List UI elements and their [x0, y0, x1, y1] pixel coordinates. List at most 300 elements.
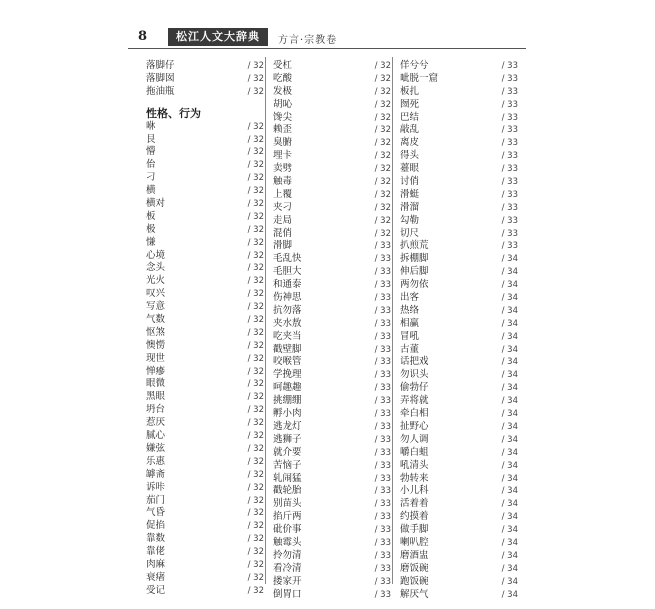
entry-term: 黑眼 — [146, 391, 166, 403]
entry-term: 牵白相 — [400, 408, 429, 420]
index-entry — [400, 395, 528, 408]
index-entry — [146, 73, 274, 86]
index-entry — [146, 237, 274, 250]
index-entry — [273, 228, 401, 241]
entry-term: 馋尖 — [273, 111, 293, 123]
index-entry — [400, 524, 528, 537]
index-entry — [400, 150, 528, 163]
index-entry — [273, 150, 401, 163]
entry-term: 搂家开 — [273, 575, 302, 587]
index-entry — [273, 86, 401, 99]
entry-page-ref: / 33 — [374, 241, 391, 252]
entry-term: 落脚囡 — [146, 72, 175, 84]
entry-page-ref: / 34 — [501, 486, 518, 497]
entry-page-ref: / 33 — [374, 486, 391, 497]
index-entry — [273, 421, 401, 434]
entry-page-ref: / 32 — [247, 547, 264, 558]
index-entry — [146, 86, 274, 99]
entry-term: 出客 — [400, 292, 420, 304]
entry-term: 勾勒 — [400, 214, 420, 226]
index-entry — [146, 327, 274, 340]
entry-term: 偷勃仔 — [400, 382, 429, 394]
entry-page-ref: / 33 — [501, 86, 518, 97]
entry-term: 咬喉管 — [273, 356, 302, 368]
entry-page-ref: / 32 — [247, 534, 264, 545]
index-entry — [273, 473, 401, 486]
entry-page-ref: / 32 — [247, 366, 264, 377]
index-entry — [400, 331, 528, 344]
index-entry — [146, 585, 274, 598]
entry-page-ref: / 32 — [247, 443, 264, 454]
entry-page-ref: / 33 — [374, 396, 391, 407]
entry-page-ref: / 33 — [374, 357, 391, 368]
entry-page-ref: / 34 — [501, 370, 518, 381]
entry-term: 毛胆大 — [273, 266, 302, 278]
book-title: 松江人文大辞典 — [168, 28, 268, 46]
entry-page-ref: / 32 — [374, 164, 391, 175]
entry-page-ref: / 33 — [501, 164, 518, 175]
entry-page-ref: / 32 — [247, 302, 264, 313]
entry-term: 光火 — [146, 275, 166, 287]
index-entry — [273, 176, 401, 189]
entry-page-ref: / 33 — [374, 434, 391, 445]
entry-term: 拖油瓶 — [146, 85, 175, 97]
index-entry — [273, 356, 401, 369]
entry-term: 逃龙灯 — [273, 420, 302, 432]
entry-term: 弄将就 — [400, 395, 429, 407]
index-entry — [273, 112, 401, 125]
entry-page-ref: / 34 — [501, 589, 518, 600]
entry-page-ref: / 34 — [501, 537, 518, 548]
entry-term: 吼清头 — [400, 459, 429, 471]
entry-page-ref: / 32 — [374, 112, 391, 123]
index-entry — [146, 60, 274, 73]
entry-term: 懊憦 — [146, 339, 166, 351]
entry-page-ref: / 33 — [374, 370, 391, 381]
entry-page-ref: / 32 — [247, 353, 264, 364]
entry-page-ref: / 32 — [247, 572, 264, 583]
entry-term: 怄煞 — [146, 326, 166, 338]
index-entry — [400, 421, 528, 434]
entry-page-ref: / 32 — [374, 125, 391, 136]
entry-term: 做手脚 — [400, 524, 429, 536]
entry-page-ref: / 32 — [374, 177, 391, 188]
index-entry — [273, 215, 401, 228]
index-entry — [146, 314, 274, 327]
entry-term: 离皮 — [400, 137, 420, 149]
entry-page-ref: / 33 — [501, 61, 518, 71]
index-entry — [400, 279, 528, 292]
index-entry — [273, 124, 401, 137]
index-entry — [273, 576, 401, 589]
entry-term: 看冷清 — [273, 562, 302, 574]
entry-page-ref: / 33 — [501, 241, 518, 252]
entry-page-ref: / 33 — [374, 293, 391, 304]
index-entry — [273, 369, 401, 382]
entry-page-ref: / 34 — [501, 293, 518, 304]
entry-page-ref: / 32 — [247, 250, 264, 261]
entry-page-ref: / 33 — [501, 112, 518, 123]
index-entry — [400, 215, 528, 228]
entry-page-ref: / 33 — [374, 499, 391, 510]
entry-term: 就介要 — [273, 446, 302, 458]
entry-term: 滑蜓 — [400, 188, 420, 200]
index-entry — [400, 434, 528, 447]
entry-page-ref: / 32 — [247, 559, 264, 570]
page-header — [128, 28, 526, 49]
entry-page-ref: / 33 — [501, 138, 518, 149]
entry-page-ref: / 32 — [247, 224, 264, 235]
entry-term: 两勿依 — [400, 279, 429, 291]
entry-term: 轧闹猛 — [273, 472, 302, 484]
entry-term: 抗勿落 — [273, 304, 302, 316]
entry-term: 解厌气 — [400, 588, 429, 600]
entry-page-ref: / 33 — [374, 589, 391, 600]
entry-term: 促掐 — [146, 520, 166, 532]
index-entry — [400, 576, 528, 589]
entry-term: 敲乱 — [400, 124, 420, 136]
index-entry — [400, 112, 528, 125]
index-entry — [400, 292, 528, 305]
index-entry — [146, 533, 274, 546]
entry-page-ref: / 33 — [374, 254, 391, 265]
entry-page-ref: / 33 — [501, 125, 518, 136]
index-entry — [400, 473, 528, 486]
entry-page-ref: / 32 — [374, 228, 391, 239]
index-entry — [146, 520, 274, 533]
entry-term: 古董 — [400, 343, 420, 355]
entry-term: 孵小肉 — [273, 408, 302, 420]
entry-term: 活着着 — [400, 498, 429, 510]
entry-page-ref: / 32 — [247, 405, 264, 416]
index-entry — [146, 456, 274, 469]
entry-term: 咻 — [146, 120, 156, 132]
entry-term: 诉咔 — [146, 481, 166, 493]
entry-term: 板 — [146, 210, 156, 222]
entry-page-ref: / 32 — [247, 327, 264, 338]
entry-page-ref: / 32 — [247, 508, 264, 519]
entry-page-ref: / 34 — [501, 563, 518, 574]
index-entry — [273, 240, 401, 253]
entry-term: 相赢 — [400, 317, 420, 329]
entry-term: 受杠 — [273, 60, 293, 71]
index-entry — [273, 305, 401, 318]
index-entry — [273, 163, 401, 176]
entry-term: 衰瘏 — [146, 571, 166, 583]
entry-term: 靠数 — [146, 533, 166, 545]
index-entry — [400, 305, 528, 318]
entry-page-ref: / 34 — [501, 434, 518, 445]
entry-term: 胡吣 — [273, 98, 293, 110]
entry-term: 现世 — [146, 352, 166, 364]
entry-page-ref: / 32 — [374, 99, 391, 110]
entry-page-ref: / 34 — [501, 344, 518, 355]
entry-page-ref: / 34 — [501, 460, 518, 471]
entry-term: 呲脱一窟 — [400, 72, 439, 84]
entry-page-ref: / 32 — [247, 315, 264, 326]
entry-term: 慊 — [146, 236, 156, 248]
entry-page-ref: / 32 — [374, 151, 391, 162]
entry-page-ref: / 33 — [374, 267, 391, 278]
index-entry — [400, 589, 528, 602]
entry-term: 呵趣趣 — [273, 382, 302, 394]
entry-page-ref: / 34 — [501, 576, 518, 587]
entry-term: 混俏 — [273, 227, 293, 239]
entry-term: 伤神思 — [273, 292, 302, 304]
entry-page-ref: / 32 — [247, 61, 264, 71]
entry-term: 倒胃口 — [273, 588, 302, 600]
entry-term: 戳壁脚 — [273, 343, 302, 355]
index-entry — [146, 417, 274, 430]
index-entry — [146, 146, 274, 159]
index-entry — [273, 447, 401, 460]
entry-term: 学挽理 — [273, 369, 302, 381]
entry-page-ref: / 33 — [501, 189, 518, 200]
entry-page-ref: / 32 — [247, 431, 264, 442]
entry-term: 靠佬 — [146, 546, 166, 558]
index-column-2 — [273, 60, 401, 601]
entry-term: 惮瘮 — [146, 365, 166, 377]
index-entry — [146, 443, 274, 456]
entry-page-ref: / 33 — [374, 331, 391, 342]
entry-page-ref: / 33 — [374, 383, 391, 394]
entry-term: 小儿科 — [400, 485, 429, 497]
index-entry — [400, 537, 528, 550]
entry-page-ref: / 32 — [247, 121, 264, 132]
entry-term: 囫死 — [400, 98, 420, 110]
index-entry — [146, 262, 274, 275]
entry-term: 磨酒盅 — [400, 549, 429, 561]
index-entry — [400, 202, 528, 215]
index-entry — [273, 485, 401, 498]
entry-term: 埋卡 — [273, 150, 293, 162]
index-entry — [273, 589, 401, 602]
index-entry — [146, 198, 274, 211]
entry-page-ref: / 33 — [501, 151, 518, 162]
entry-page-ref: / 32 — [374, 202, 391, 213]
index-entry — [273, 408, 401, 421]
entry-term: 磨饭碗 — [400, 562, 429, 574]
entry-page-ref: / 34 — [501, 512, 518, 523]
entry-term: 切尺 — [400, 227, 420, 239]
entry-page-ref: / 32 — [247, 585, 264, 596]
index-entry — [400, 356, 528, 369]
index-entry — [273, 563, 401, 576]
index-entry — [400, 382, 528, 395]
index-entry — [400, 485, 528, 498]
index-entry — [146, 404, 274, 417]
entry-term: 上覆 — [273, 188, 293, 200]
index-entry — [146, 250, 274, 263]
index-entry — [146, 482, 274, 495]
entry-term: 别苗头 — [273, 498, 302, 510]
entry-page-ref: / 32 — [374, 61, 391, 71]
entry-page-ref: / 33 — [501, 177, 518, 188]
entry-term: 极 — [146, 223, 156, 235]
index-entry — [146, 546, 274, 559]
entry-term: 勿识头 — [400, 369, 429, 381]
entry-page-ref: / 33 — [374, 537, 391, 548]
entry-term: 念头 — [146, 262, 166, 274]
entry-page-ref: / 32 — [247, 173, 264, 184]
entry-page-ref: / 33 — [501, 202, 518, 213]
entry-term: 卖劈 — [273, 163, 293, 175]
entry-page-ref: / 33 — [374, 305, 391, 316]
entry-page-ref: / 34 — [501, 499, 518, 510]
entry-term: 落脚仔 — [146, 60, 175, 71]
index-entry — [146, 224, 274, 237]
entry-term: 肉麻 — [146, 558, 166, 570]
index-entry — [400, 550, 528, 563]
entry-page-ref: / 34 — [501, 409, 518, 420]
index-entry — [400, 240, 528, 253]
entry-term: 戳轮胎 — [273, 485, 302, 497]
index-entry — [146, 121, 274, 134]
entry-term: 伸后脚 — [400, 266, 429, 278]
index-entry — [400, 228, 528, 241]
index-entry — [400, 253, 528, 266]
index-entry — [273, 434, 401, 447]
entry-term: 逃狮子 — [273, 433, 302, 445]
index-entry — [146, 391, 274, 404]
index-entry — [146, 366, 274, 379]
entry-page-ref: / 33 — [374, 563, 391, 574]
entry-page-ref: / 33 — [501, 215, 518, 226]
entry-term: 冒吼 — [400, 330, 420, 342]
entry-term: 跑饭碗 — [400, 575, 429, 587]
index-entry — [146, 159, 274, 172]
entry-term: 茄门 — [146, 494, 166, 506]
index-entry — [273, 202, 401, 215]
entry-page-ref: / 32 — [247, 211, 264, 222]
entry-term: 气昏 — [146, 507, 166, 519]
index-entry — [400, 511, 528, 524]
index-entry — [273, 382, 401, 395]
entry-page-ref: / 34 — [501, 396, 518, 407]
entry-term: 吃夹当 — [273, 330, 302, 342]
entry-page-ref: / 32 — [247, 469, 264, 480]
entry-term: 心境 — [146, 249, 166, 261]
index-entry — [400, 86, 528, 99]
entry-page-ref: / 34 — [501, 331, 518, 342]
entry-page-ref: / 32 — [374, 138, 391, 149]
entry-term: 热络 — [400, 304, 420, 316]
entry-term: 得头 — [400, 150, 420, 162]
entry-term: 拆棚脚 — [400, 253, 429, 265]
index-entry — [146, 469, 274, 482]
entry-page-ref: / 32 — [247, 160, 264, 171]
entry-term: 佯兮兮 — [400, 60, 429, 71]
index-entry — [273, 73, 401, 86]
index-entry — [400, 137, 528, 150]
entry-term: 约摸着 — [400, 511, 429, 523]
entry-term: 受记 — [146, 584, 166, 596]
entry-page-ref: / 33 — [374, 409, 391, 420]
section-title: 方言·宗教卷 — [278, 35, 338, 46]
entry-page-ref: / 33 — [374, 318, 391, 329]
index-entry — [400, 266, 528, 279]
category-heading: 性格、行为 — [146, 106, 201, 120]
entry-term: 嫌弦 — [146, 442, 166, 454]
entry-page-ref: / 34 — [501, 318, 518, 329]
entry-page-ref: / 34 — [501, 383, 518, 394]
entry-page-ref: / 32 — [247, 237, 264, 248]
entry-term: 臭腑 — [273, 137, 293, 149]
entry-term: 勃转来 — [400, 472, 429, 484]
index-entry — [400, 189, 528, 202]
entry-term: 夹水敖 — [273, 317, 302, 329]
group-spacer — [146, 99, 274, 107]
entry-term: 和通泰 — [273, 279, 302, 291]
index-entry — [400, 60, 528, 73]
entry-page-ref: / 33 — [374, 447, 391, 458]
entry-term: 掐斤两 — [273, 511, 302, 523]
entry-term: 拎勿清 — [273, 549, 302, 561]
index-entry — [273, 266, 401, 279]
entry-page-ref: / 34 — [501, 267, 518, 278]
entry-page-ref: / 34 — [501, 421, 518, 432]
entry-page-ref: / 32 — [247, 86, 264, 97]
entry-page-ref: / 32 — [247, 147, 264, 158]
entry-page-ref: / 32 — [247, 482, 264, 493]
index-entry — [400, 99, 528, 112]
entry-term: 眼微 — [146, 378, 166, 390]
index-entry — [146, 353, 274, 366]
entry-page-ref: / 32 — [247, 418, 264, 429]
index-entry — [273, 344, 401, 357]
entry-page-ref: / 32 — [374, 73, 391, 84]
entry-term: 罅斋 — [146, 468, 166, 480]
entry-page-ref: / 34 — [501, 447, 518, 458]
index-entry — [400, 563, 528, 576]
entry-page-ref: / 33 — [501, 99, 518, 110]
index-column-1 — [146, 60, 274, 598]
entry-page-ref: / 33 — [374, 280, 391, 291]
index-entry — [146, 172, 274, 185]
index-entry — [146, 185, 274, 198]
page-number: 8 — [138, 29, 148, 44]
entry-term: 叹兴 — [146, 288, 166, 300]
entry-term: 走局 — [273, 214, 293, 226]
entry-page-ref: / 33 — [374, 460, 391, 471]
entry-term: 喇叭腔 — [400, 536, 429, 548]
entry-term: 赖歪 — [273, 124, 293, 136]
entry-term: 刁 — [146, 172, 156, 184]
index-entry — [273, 292, 401, 305]
entry-term: 艮 — [146, 133, 156, 145]
index-entry — [146, 430, 274, 443]
entry-term: 乐惠 — [146, 455, 166, 467]
entry-page-ref: / 32 — [247, 73, 264, 84]
entry-page-ref: / 34 — [501, 357, 518, 368]
index-entry — [400, 369, 528, 382]
entry-term: 嚼白蛆 — [400, 446, 429, 458]
entry-page-ref: / 33 — [374, 344, 391, 355]
entry-page-ref: / 32 — [247, 289, 264, 300]
entry-page-ref: / 32 — [247, 521, 264, 532]
entry-page-ref: / 34 — [501, 305, 518, 316]
entry-term: 懵 — [146, 146, 156, 158]
entry-term: 触毒 — [273, 176, 293, 188]
entry-page-ref: / 33 — [374, 421, 391, 432]
index-entry — [273, 318, 401, 331]
entry-page-ref: / 32 — [374, 86, 391, 97]
index-entry — [146, 378, 274, 391]
entry-term: 写意 — [146, 301, 166, 313]
index-entry — [400, 447, 528, 460]
index-entry — [273, 498, 401, 511]
entry-page-ref: / 32 — [247, 379, 264, 390]
